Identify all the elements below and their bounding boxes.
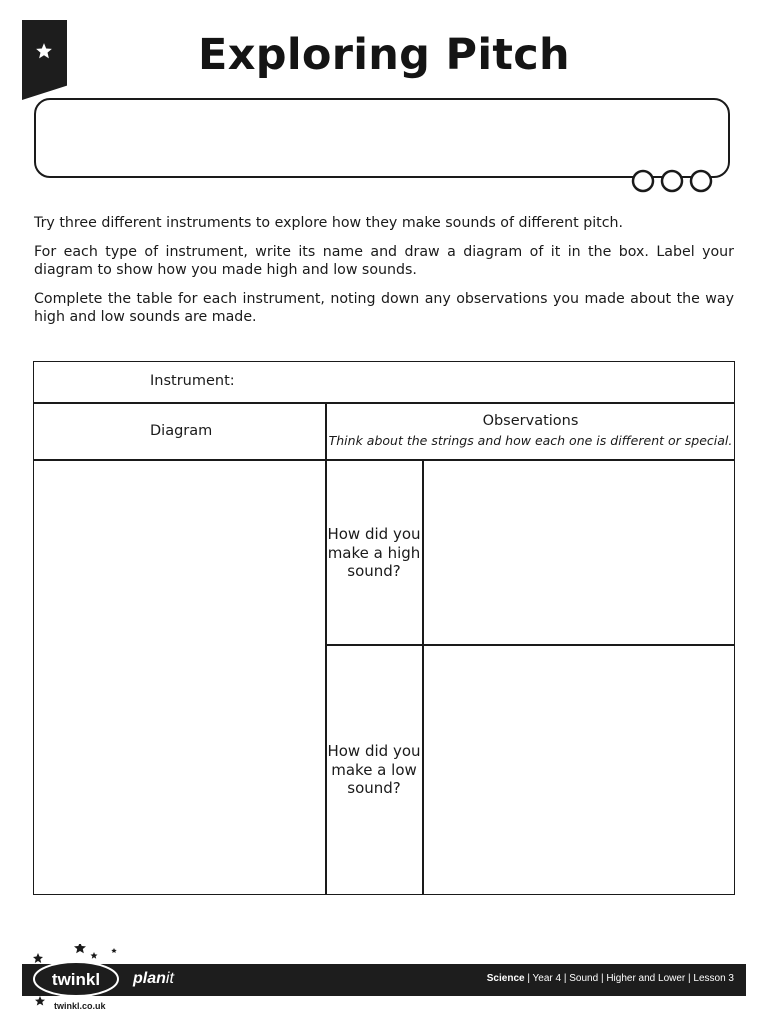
decorative-circles	[630, 168, 714, 194]
instruction-1: Try three different instruments to explore how they make sounds of different pitch.	[34, 215, 624, 231]
footer-url: twinkl.co.uk	[54, 1001, 106, 1011]
row-divider-1	[34, 402, 734, 404]
instructions	[34, 214, 734, 337]
planit-prefix: plan	[133, 970, 166, 987]
instrument-label: Instrument:	[150, 373, 235, 389]
planit-logo	[133, 970, 174, 988]
instruction-3: Complete the table for each instrument, noting down any observations you made about the way high and low sounds are made.	[34, 290, 734, 326]
footer-details: | Year 4 | Sound | Higher and Lower | Lesson 3	[524, 973, 734, 984]
col-divider-questions	[422, 459, 424, 894]
high-sound-question: How did you make a high sound?	[327, 525, 421, 580]
twinkl-brand-text: twinkl	[51, 970, 101, 989]
col-divider-main	[325, 402, 327, 894]
page-title: Exploring Pitch	[198, 30, 570, 80]
footer-subject: Science	[486, 973, 525, 984]
footer-lesson-info	[487, 973, 734, 984]
name-write-box[interactable]	[34, 98, 730, 178]
diagram-label: Diagram	[150, 423, 213, 439]
observations-label: Observations	[482, 413, 579, 429]
planit-suffix: it	[165, 970, 174, 987]
worksheet-table	[33, 361, 735, 895]
row-divider-3	[325, 644, 734, 646]
observations-hint: Think about the strings and how each one is different or special.	[328, 433, 733, 448]
low-sound-answer[interactable]	[426, 648, 732, 892]
low-sound-question: How did you make a low sound?	[327, 742, 421, 797]
footer-bar	[22, 964, 746, 996]
row-divider-2	[34, 459, 734, 461]
high-sound-answer[interactable]	[426, 462, 732, 642]
instruction-2: For each type of instrument, write its name and draw a diagram of it in the box. Label your diagram to show how you made high and low sounds.	[34, 243, 734, 279]
diagram-draw-area[interactable]	[36, 462, 322, 892]
instrument-input[interactable]	[234, 366, 724, 398]
